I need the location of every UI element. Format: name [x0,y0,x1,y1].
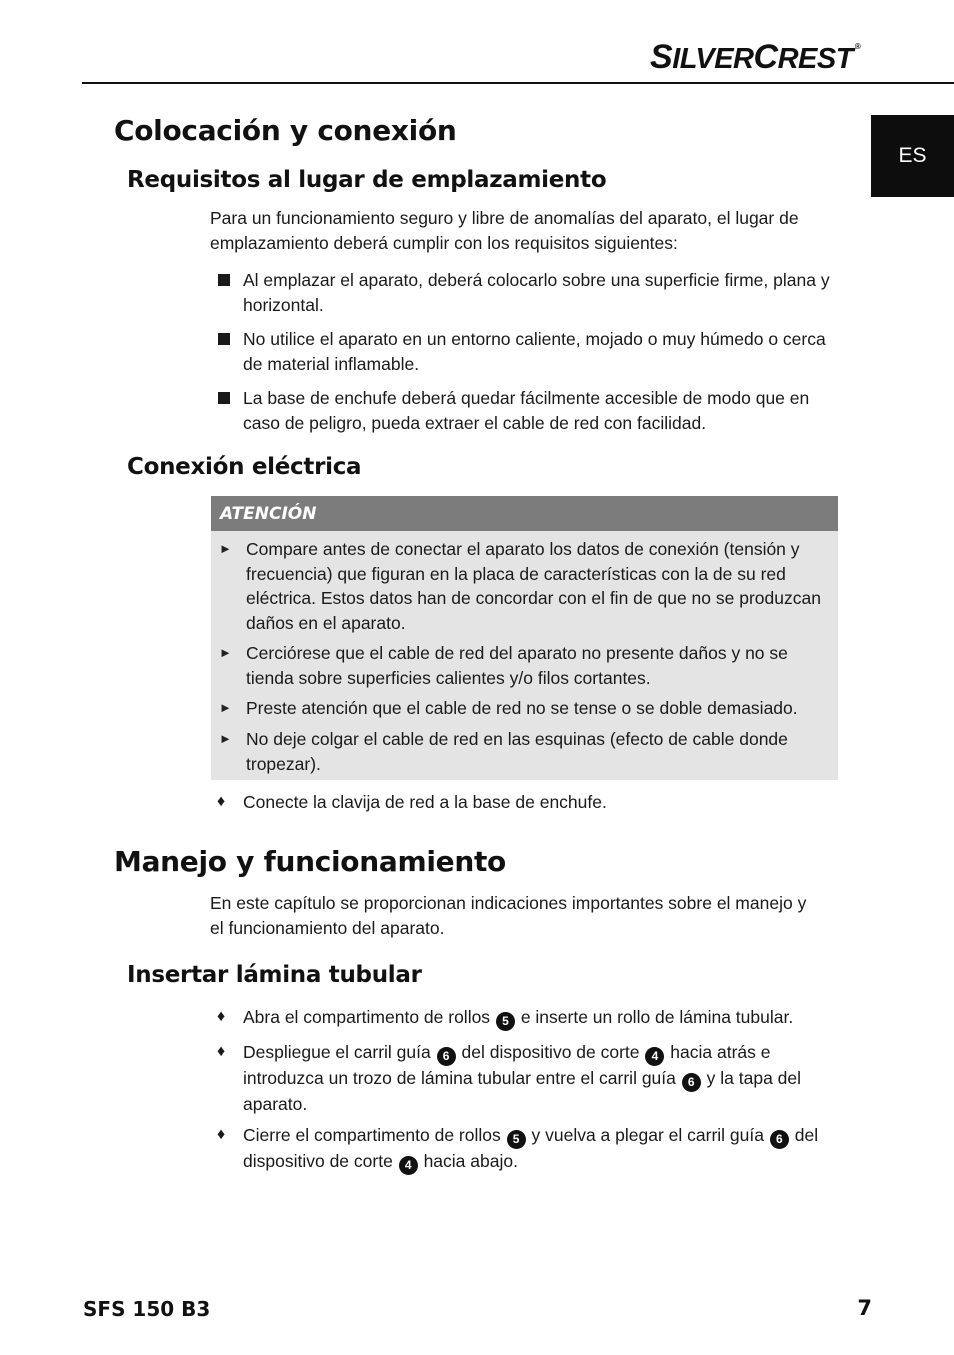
warning-box [211,496,838,780]
step-item: ♦ Cierre el compartimento de rollos 5 y vuelva a plegar el carril guía 6 del dispositivo de corte 4 hacia abajo. [216,1123,844,1175]
brand-logo: SILVERCREST ® [650,38,861,76]
warning-item: ► Preste atención que el cable de red no se tense o se doble demasiado. [219,696,831,721]
requisitos-intro: Para un funcionamiento seguro y libre de anomalías del aparato, el lugar de emplazamiento deberá cumplir con los requisitos siguientes: [210,208,799,253]
reference-number: 4 [645,1047,664,1066]
section-title-manejo: Manejo y funcionamiento [114,845,506,878]
header-rule [82,82,954,84]
diamond-bullet-icon: ♦ [217,1126,226,1143]
reference-number: 6 [437,1047,456,1066]
arrow-bullet-icon: ► [219,645,232,660]
page-number: 7 [857,1296,872,1320]
step-item: ♦ Conecte la clavija de red a la base de enchufe. [216,790,844,815]
reference-number: 4 [399,1156,418,1175]
step-item: ♦ Despliegue el carril guía 6 del dispositivo de corte 4 hacia atrás e introduzca un trozo de lámina tubular entre el carril guía 6 y la tapa del aparato. [217,1042,802,1114]
warning-label: ATENCIÓN [211,496,838,531]
list-item: Al emplazar el aparato, deberá colocarlo sobre una superficie firme, plana y horizontal. [216,268,844,317]
square-bullet-icon [218,392,230,404]
square-bullet-icon [218,274,230,286]
footer-model: SFS 150 B3 [83,1297,211,1321]
list-item: No utilice el aparato en un entorno caliente, mojado o muy húmedo o cerca de material inflamable. [216,327,844,376]
subsection-title-conexion: Conexión eléctrica [127,454,362,480]
reference-number: 5 [507,1130,526,1149]
step-item: ♦ Abra el compartimento de rollos 5 e inserte un rollo de lámina tubular. [216,1005,844,1031]
reference-number: 6 [770,1130,789,1149]
warning-item: ► Cerciórese que el cable de red del aparato no presente daños y no se tienda sobre superficies calientes y/o filos cortantes. [219,643,788,688]
reference-number: 5 [496,1012,515,1031]
manejo-intro: En este capítulo se proporcionan indicaciones importantes sobre el manejo y el funcionamiento del aparato. [210,893,807,938]
square-bullet-icon [218,333,230,345]
subsection-title-insertar: Insertar lámina tubular [127,962,422,988]
language-tab: ES [871,115,954,197]
reference-number: 6 [682,1073,701,1092]
diamond-bullet-icon: ♦ [217,1008,226,1025]
subsection-title-requisitos: Requisitos al lugar de emplazamiento [127,167,607,193]
warning-item: ► Compare antes de conectar el aparato los datos de conexión (tensión y frecuencia) que figuran en la placa de características con la de su red eléctrica. Estos datos han de concordar con el fin de que no se produzcan daños en el aparato. [219,539,821,633]
diamond-bullet-icon: ♦ [217,1043,226,1060]
warning-item: ► No deje colgar el cable de red en las esquinas (efecto de cable donde tropezar). [219,729,788,774]
arrow-bullet-icon: ► [219,541,232,556]
list-item: La base de enchufe deberá quedar fácilmente accesible de modo que en caso de peligro, pueda extraer el cable de red con facilidad. [216,386,844,435]
arrow-bullet-icon: ► [219,731,232,746]
section-title-colocacion: Colocación y conexión [114,114,457,147]
diamond-bullet-icon: ♦ [217,793,226,810]
arrow-bullet-icon: ► [219,700,232,715]
